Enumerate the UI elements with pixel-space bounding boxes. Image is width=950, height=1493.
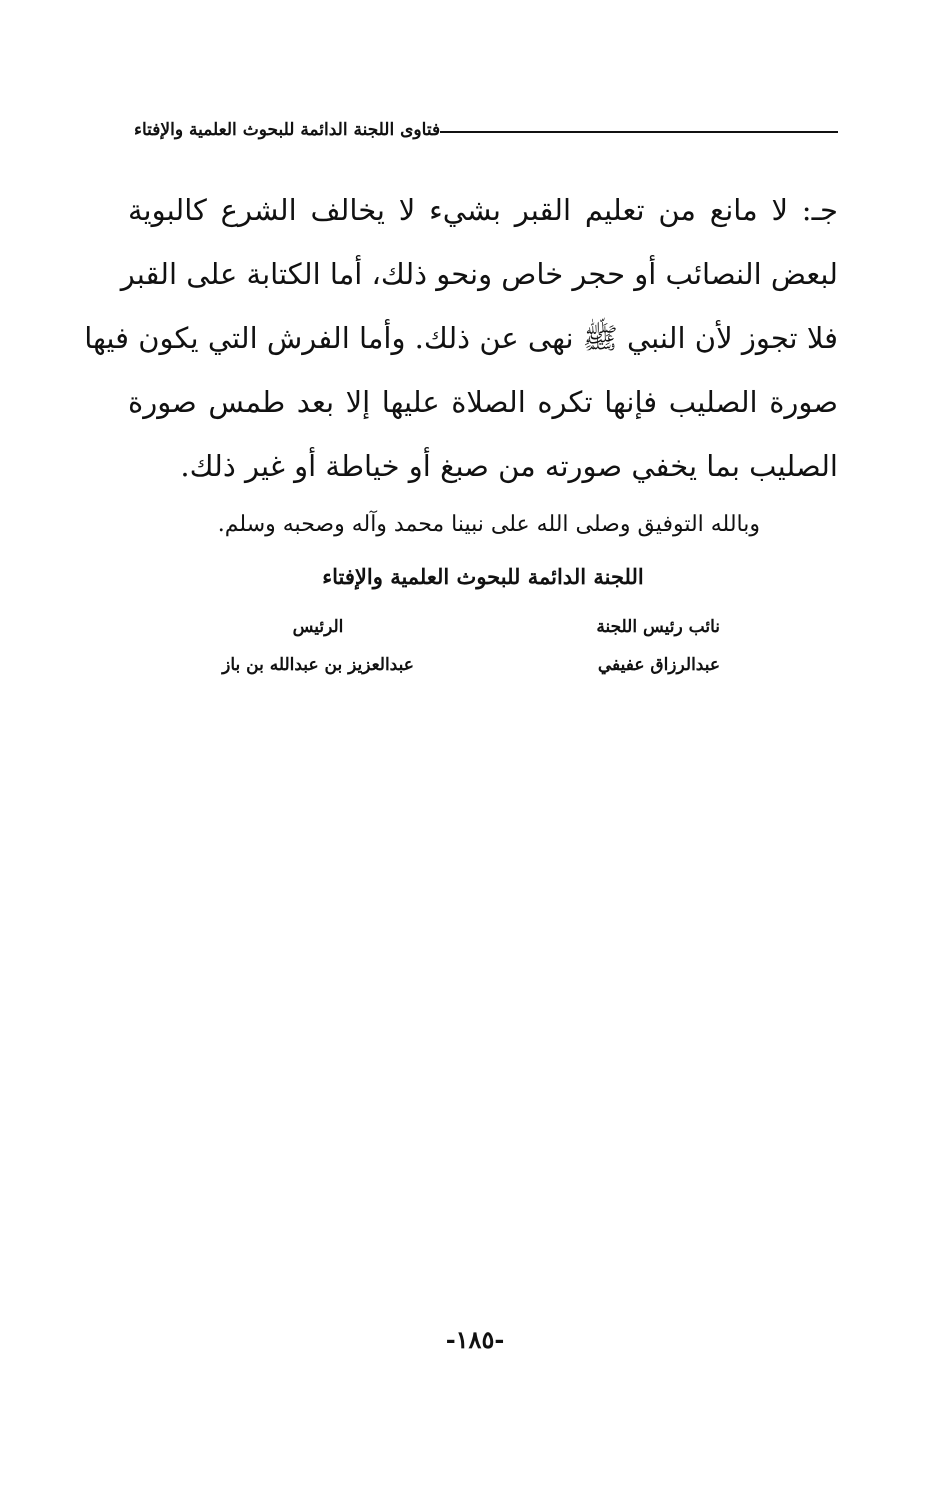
answer-line-4: صورة الصليب فإنها تكره الصلاة عليها إلا بعد طمس صورة	[128, 385, 838, 419]
deputy-signature-block	[596, 612, 720, 680]
running-header-title: فتاوى اللجنة الدائمة للبحوث العلمية والإفتاء	[134, 120, 441, 140]
running-header	[128, 112, 838, 148]
chair-role: الرئيس	[292, 617, 344, 637]
answer-line-1: جـ: لا مانع من تعليم القبر بشيء لا يخالف الشرع كالبوية	[128, 193, 838, 227]
answer-line-2: لبعض النصائب أو حجر خاص ونحو ذلك، أما الكتابة على القبر	[120, 257, 838, 291]
answer-line-3: فلا تجوز لأن النبي ﷺ نهى عن ذلك. وأما الفرش التي يكون فيها	[84, 321, 838, 355]
chair-name: عبدالعزيز بن عبدالله بن باز	[222, 655, 414, 675]
deputy-name: عبدالرزاق عفيفي	[597, 655, 720, 675]
header-rule	[440, 131, 838, 133]
committee-name: اللجنة الدائمة للبحوث العلمية والإفتاء	[322, 564, 644, 589]
chair-signature-block	[218, 612, 418, 680]
answer-line-5: الصليب بما يخفي صورته من صبغ أو خياطة أو غير ذلك.	[180, 449, 838, 483]
deputy-role: نائب رئيس اللجنة	[596, 617, 720, 637]
closing-prayer: وبالله التوفيق وصلى الله على نبينا محمد وآله وصحبه وسلم.	[217, 512, 760, 537]
page-number: -١٨٥-	[445, 1325, 505, 1354]
fatwa-answer	[84, 178, 838, 498]
